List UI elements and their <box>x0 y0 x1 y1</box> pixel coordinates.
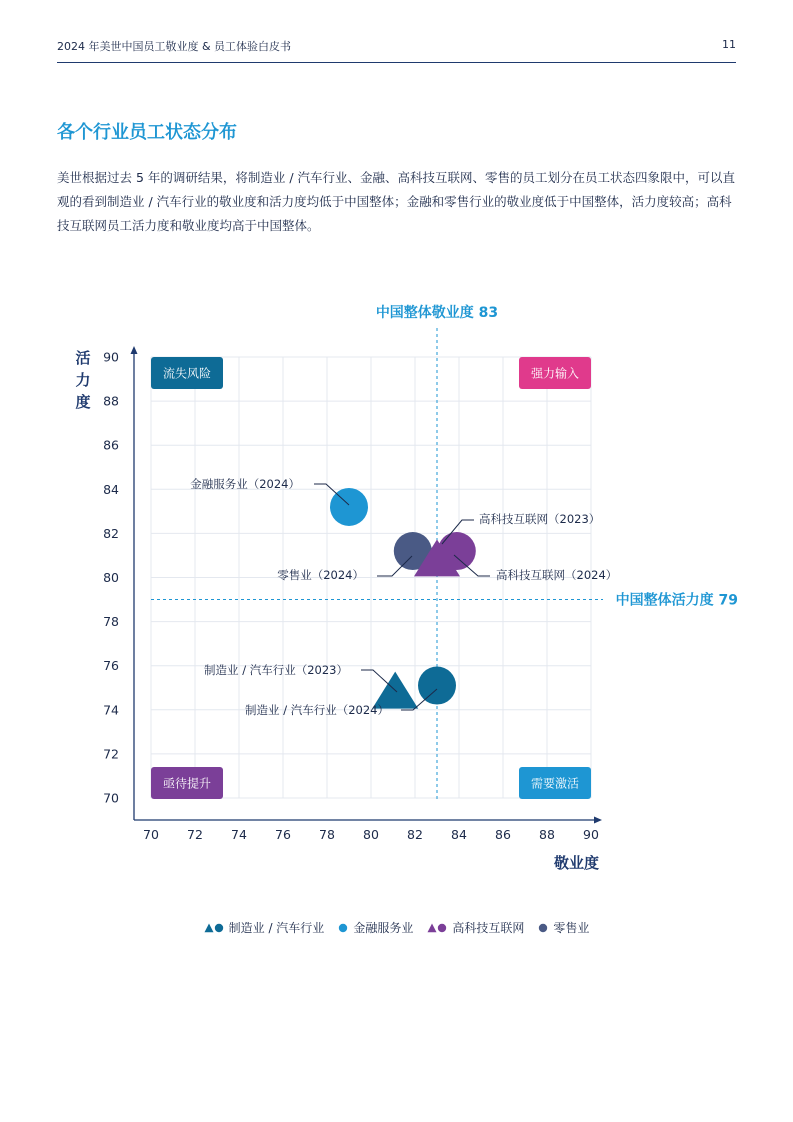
x-tick-label: 72 <box>187 827 203 842</box>
legend-label: 零售业 <box>553 921 590 935</box>
legend-circle-mark <box>438 923 446 931</box>
page-number: 11 <box>722 38 736 51</box>
data-point-finance-circle <box>330 488 368 526</box>
x-tick-label: 90 <box>583 827 599 842</box>
y-tick-label: 78 <box>103 614 119 630</box>
legend-item-finance <box>338 919 413 936</box>
x-tick-label: 86 <box>495 827 511 842</box>
y-tick-label: 82 <box>103 525 119 541</box>
data-point-label: 金融服务业（2024） <box>190 477 300 491</box>
y-tick-label: 86 <box>103 437 119 453</box>
legend-label: 高科技互联网 <box>452 921 525 935</box>
reference-label-engagement: 中国整体敬业度 83 <box>375 305 499 321</box>
y-tick-label: 90 <box>103 349 119 365</box>
quadrant-chart <box>0 290 793 900</box>
x-tick-label: 80 <box>363 827 379 842</box>
x-axis-label: 敬业度 <box>553 854 599 872</box>
legend-triangle-mark <box>204 923 213 932</box>
x-tick-label: 84 <box>451 827 467 842</box>
legend-marker-icon <box>338 923 349 933</box>
x-tick-label: 88 <box>539 827 555 842</box>
data-point-label: 零售业（2024） <box>277 568 364 582</box>
legend-label: 制造业 / 汽车行业 <box>228 921 325 935</box>
legend-circle-mark <box>539 923 547 931</box>
x-tick-label: 76 <box>275 827 291 842</box>
data-point-manufacturing-circle <box>418 667 456 705</box>
x-axis-arrow <box>594 817 602 824</box>
quadrant-label-bottom-left: 亟待提升 <box>162 776 212 791</box>
y-tick-label: 84 <box>103 481 119 497</box>
data-point-label: 高科技互联网（2024） <box>496 568 618 582</box>
y-axis-arrow <box>131 346 138 354</box>
y-tick-label: 72 <box>103 746 119 762</box>
y-tick-label: 88 <box>103 393 119 409</box>
reference-label-vitality: 中国整体活力度 79 <box>615 592 738 609</box>
y-tick-label: 80 <box>103 570 119 585</box>
y-tick-label: 70 <box>103 790 119 806</box>
legend-item-manufacturing <box>204 919 325 936</box>
y-axis-label: 活 <box>75 349 91 367</box>
quadrant-label-bottom-right: 需要激活 <box>530 776 580 791</box>
legend-marker-icon <box>427 923 448 933</box>
x-tick-label: 70 <box>143 827 159 842</box>
x-tick-label: 82 <box>407 827 423 842</box>
y-tick-label: 74 <box>103 702 119 718</box>
legend-circle-mark <box>214 923 222 931</box>
quadrant-label-top-left: 流失风险 <box>162 366 212 381</box>
intro-paragraph: 美世根据过去 5 年的调研结果，将制造业 / 汽车行业、金融、高科技互联网、零售的员工划分在员工状态四象限中，可以直观的看到制造业 / 汽车行业的敬业度和活力度均低于中国整体；金融和零售行业的敬业度低于中国整体，活力度较高；高科技互联网员工活力度和敬业度均高于中国整体。 <box>57 170 736 233</box>
legend-circle-mark <box>339 923 347 931</box>
legend-label: 金融服务业 <box>353 921 414 935</box>
y-tick-label: 76 <box>103 658 119 674</box>
data-point-label: 制造业 / 汽车行业（2023） <box>204 663 348 677</box>
y-axis-label: 力 <box>75 371 91 389</box>
section-title: 各个行业员工状态分布 <box>57 122 237 143</box>
quadrant-label-top-right: 强力输入 <box>530 366 580 381</box>
legend-item-tech <box>427 919 524 936</box>
page-header <box>57 38 736 63</box>
data-point-label: 制造业 / 汽车行业（2024） <box>245 703 389 717</box>
legend-item-retail <box>538 919 589 936</box>
y-axis-label: 度 <box>75 393 91 411</box>
header-title: 2024 年美世中国员工敬业度 & 员工体验白皮书 <box>57 40 292 53</box>
data-point-label: 高科技互联网（2023） <box>479 512 601 526</box>
chart-legend <box>0 919 793 936</box>
legend-marker-icon <box>538 923 549 933</box>
x-tick-label: 74 <box>231 827 247 842</box>
legend-triangle-mark <box>428 923 437 932</box>
legend-marker-icon <box>204 923 225 933</box>
x-tick-label: 78 <box>319 827 335 842</box>
